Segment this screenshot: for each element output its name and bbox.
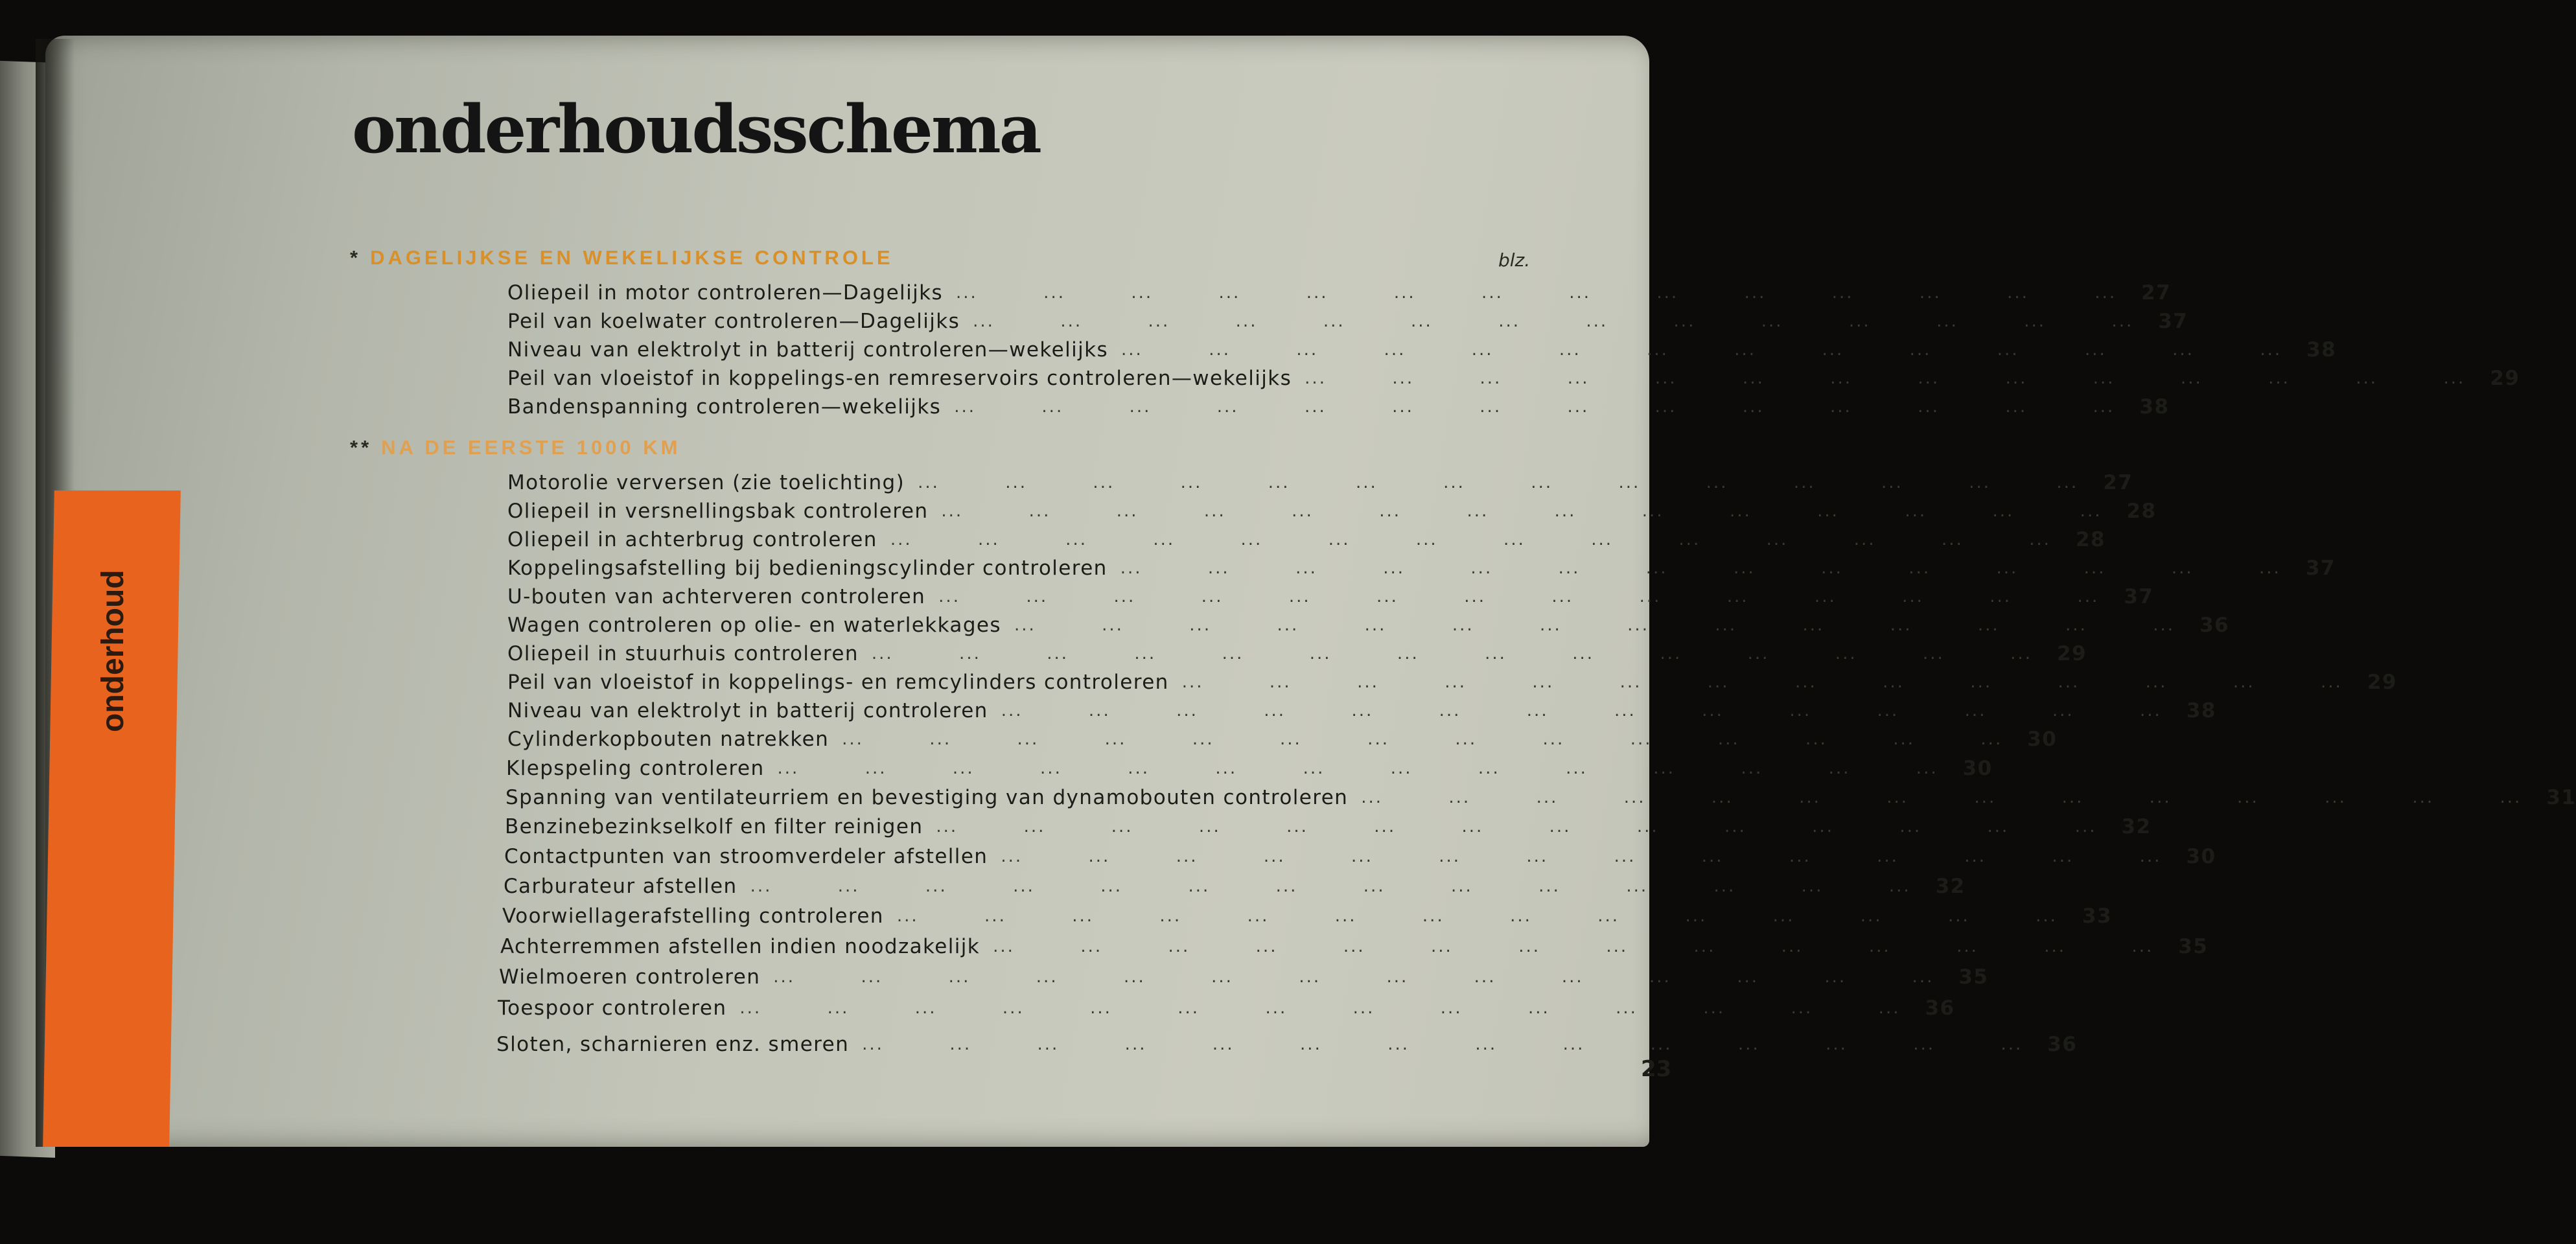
leader-dots: [842, 730, 2002, 749]
leader-dots: [1014, 616, 2175, 635]
list-item: [502, 903, 2112, 929]
item-label: Oliepeil in versnellingsbak controleren: [507, 500, 929, 523]
leader-dots: [954, 397, 2115, 417]
section-marker: *: [350, 246, 362, 269]
item-label: Peil van koelwater controleren—Dagelijks: [507, 310, 960, 333]
item-page: 37: [2124, 585, 2154, 608]
list-item: [507, 308, 2188, 334]
leader-dots: [897, 906, 2058, 926]
item-label: Voorwiellagerafstelling controleren: [502, 904, 884, 928]
item-page: 35: [2178, 935, 2209, 958]
section-marker: **: [350, 436, 373, 459]
item-label: Niveau van elektrolyt in batterij controleren: [507, 699, 988, 722]
item-page: 29: [2057, 642, 2087, 665]
item-page: 29: [2367, 671, 2397, 694]
item-page: 38: [2306, 338, 2337, 362]
item-label: Oliepeil in motor controleren—Dagelijks: [507, 281, 943, 305]
leader-dots: [956, 283, 2117, 303]
item-page: 35: [1958, 965, 1989, 989]
leader-dots: [1305, 369, 2465, 388]
item-label: Motorolie verversen (zie toelichting): [507, 471, 905, 494]
item-page: 29: [2490, 367, 2520, 390]
list-item: [507, 698, 2216, 724]
item-label: Wielmoeren controleren: [499, 965, 761, 989]
item-page: 36: [2199, 614, 2230, 637]
page-title: onderhoudsschema: [352, 91, 1040, 168]
item-label: Sloten, scharnieren enz. smeren: [496, 1033, 850, 1056]
item-label: Carburateur afstellen: [504, 875, 737, 898]
list-item: [507, 337, 2337, 363]
leader-dots: [778, 759, 1938, 778]
leader-dots: [918, 473, 2078, 492]
leader-dots: [773, 967, 1934, 987]
leader-dots: [1001, 701, 2162, 720]
list-item: [506, 755, 1993, 781]
list-item: [507, 555, 2336, 581]
leader-dots: [936, 817, 2096, 836]
item-page: 30: [2186, 845, 2216, 868]
section-heading-text: DAGELIJKSE EN WEKELIJKSE CONTROLE: [370, 246, 894, 269]
leader-dots: [1361, 788, 2522, 807]
leader-dots: [938, 587, 2099, 606]
leader-dots: [750, 877, 1911, 896]
leader-dots: [739, 998, 1900, 1018]
item-page: 32: [2121, 815, 2152, 838]
page-number: 23: [1641, 1056, 1672, 1082]
item-page: 37: [2305, 557, 2336, 580]
list-item: [507, 584, 2154, 610]
item-page: 37: [2158, 310, 2188, 333]
leader-dots: [1121, 340, 2282, 360]
item-label: U-bouten van achterveren controleren: [507, 585, 926, 608]
list-item: [505, 814, 2152, 840]
item-page: 33: [2082, 904, 2112, 928]
list-item: [507, 498, 2157, 524]
item-page: 27: [2141, 281, 2172, 305]
item-page: 38: [2139, 395, 2170, 419]
item-label: Niveau van elektrolyt in batterij controleren—wekelijks: [507, 338, 1109, 362]
list-item: [507, 394, 2170, 420]
side-tab-label: onderhoud: [96, 570, 130, 732]
item-label: Contactpunten van stroomverdeler afstellen: [504, 845, 988, 868]
item-page: 27: [2103, 471, 2133, 494]
item-page: 32: [1935, 875, 1966, 898]
leader-dots: [973, 312, 2133, 331]
item-label: Oliepeil in stuurhuis controleren: [507, 642, 859, 665]
list-item: [499, 964, 1989, 990]
list-item: [500, 934, 2209, 960]
item-page: 38: [2186, 699, 2216, 722]
item-label: Peil van vloeistof in koppelings-en remreservoirs controleren—wekelijks: [507, 367, 1292, 390]
leader-dots: [1001, 847, 2161, 866]
item-label: Cylinderkopbouten natrekken: [507, 728, 830, 751]
item-label: Benzinebezinkselkolf en filter reinigen: [505, 815, 923, 838]
section-heading-first-1000km: [350, 436, 680, 459]
item-label: Oliepeil in achterbrug controleren: [507, 528, 877, 551]
item-page: 28: [2126, 500, 2157, 523]
item-label: Bandenspanning controleren—wekelijks: [507, 395, 942, 419]
item-page: 36: [1925, 996, 1955, 1020]
leader-dots: [1182, 673, 2343, 692]
item-label: Achterremmen afstellen indien noodzakelijk: [500, 935, 981, 958]
item-page: 36: [2047, 1033, 2078, 1056]
item-page: 30: [2027, 728, 2058, 751]
item-page: 31: [2546, 786, 2576, 809]
section-heading-daily-weekly: [350, 246, 894, 270]
item-label: Klepspeling controleren: [506, 757, 765, 780]
leader-dots: [993, 937, 2153, 956]
page-column-label: blz.: [1498, 249, 1531, 271]
item-label: Wagen controleren op olie- en waterlekkages: [507, 614, 1001, 637]
leader-dots: [1120, 559, 2281, 578]
list-item: [507, 365, 2520, 391]
leader-dots: [890, 530, 2051, 549]
item-page: 28: [2075, 528, 2106, 551]
item-label: Spanning van ventilateurriem en bevestiging van dynamobouten controleren: [505, 786, 1349, 809]
list-item: [507, 669, 2397, 695]
item-page: 30: [1962, 757, 1993, 780]
leader-dots: [862, 1035, 2023, 1054]
section-heading-text: NA DE EERSTE 1000 KM: [381, 436, 681, 459]
list-item: [496, 1031, 2078, 1057]
list-item: [507, 641, 2087, 667]
item-label: Koppelingsafstelling bij bedieningscylinder controleren: [507, 557, 1108, 580]
leader-dots: [941, 501, 2102, 521]
list-item: [507, 726, 2058, 752]
list-item: [504, 844, 2216, 870]
item-label: Peil van vloeistof in koppelings- en remcylinders controleren: [507, 671, 1169, 694]
list-item: [507, 280, 2172, 306]
list-item: [504, 873, 1966, 899]
item-label: Toespoor controleren: [498, 996, 727, 1020]
leader-dots: [872, 644, 2032, 663]
list-item: [507, 470, 2133, 496]
list-item: [505, 785, 2576, 811]
list-item: [507, 527, 2106, 553]
list-item: [498, 995, 1955, 1021]
list-item: [507, 612, 2230, 638]
